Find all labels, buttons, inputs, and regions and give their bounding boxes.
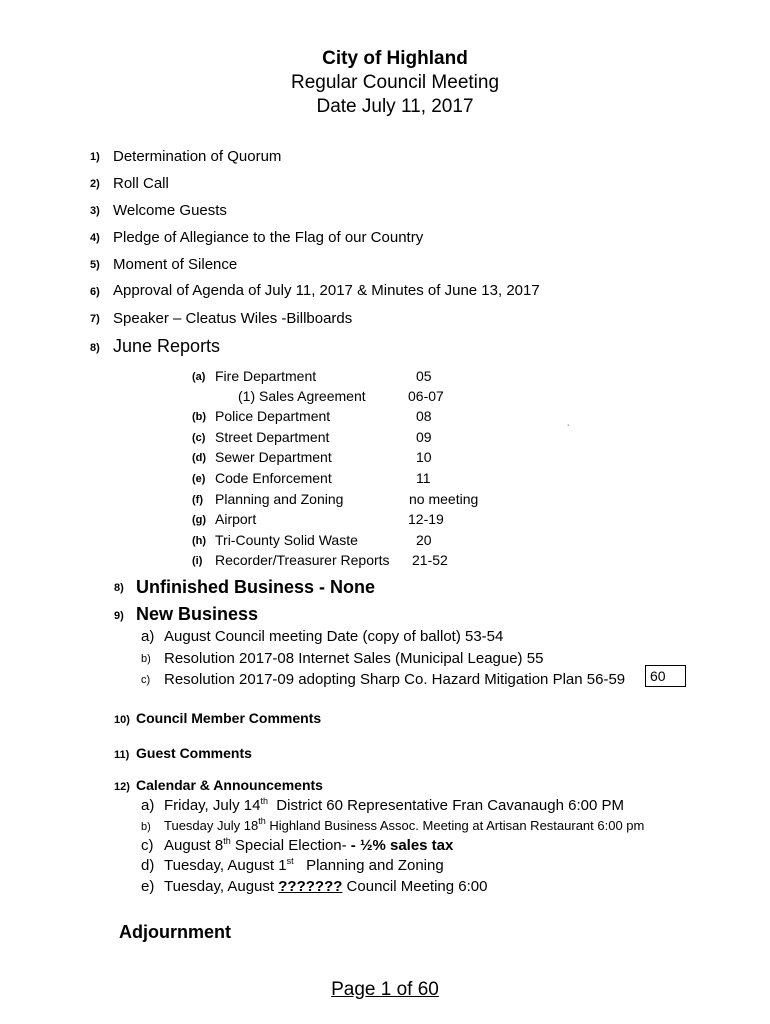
- agenda-number: 5): [90, 259, 100, 271]
- new-business-heading: New Business: [136, 604, 259, 624]
- report-letter: (d): [192, 452, 207, 464]
- agenda-number: 1): [90, 151, 100, 163]
- meeting-date: Date July 11, 2017: [316, 96, 474, 117]
- report-name: Police Department: [215, 408, 331, 424]
- report-name: Tri-County Solid Waste: [215, 532, 358, 548]
- report-pages: 10: [416, 449, 432, 465]
- report-pages: 05: [416, 368, 432, 384]
- agenda-item: Pledge of Allegiance to the Flag of our Country: [113, 229, 424, 246]
- report-letter: (c): [192, 432, 206, 444]
- report-name: Code Enforcement: [215, 470, 332, 486]
- page-number: Page 1 of 60: [331, 979, 439, 1000]
- agenda-number: 6): [90, 286, 100, 298]
- report-name: Sewer Department: [215, 449, 332, 465]
- document-title: City of Highland: [322, 48, 468, 69]
- calendar-item: August 8th Special Election- - ½% sales tax: [164, 836, 454, 854]
- report-letter: (i): [192, 555, 203, 567]
- agenda-number: 3): [90, 205, 100, 217]
- report-letter: (a): [192, 371, 206, 383]
- new-business-letter: a): [141, 628, 155, 645]
- calendar-letter: a): [141, 797, 155, 814]
- section-number: 11): [114, 749, 130, 761]
- agenda-number: 2): [90, 178, 100, 190]
- calendar-letter: c): [141, 837, 154, 854]
- section-number: 8): [114, 582, 124, 594]
- section-number: 10): [114, 714, 130, 726]
- agenda-number: 8): [90, 342, 100, 354]
- new-business-item: Resolution 2017-09 adopting Sharp Co. Hazard Mitigation Plan 56-59: [164, 671, 626, 688]
- agenda-item: Moment of Silence: [113, 256, 238, 273]
- new-business-item: Resolution 2017-08 Internet Sales (Municipal League) 55: [164, 650, 544, 667]
- new-business-letter: c): [141, 674, 151, 686]
- report-name: (1) Sales Agreement: [238, 388, 366, 404]
- new-business-item: August Council meeting Date (copy of ballot) 53-54: [164, 628, 504, 645]
- adjournment-heading: Adjournment: [119, 922, 231, 942]
- new-business-letter: b): [141, 653, 151, 665]
- calendar-letter: d): [141, 857, 155, 874]
- agenda-item: Approval of Agenda of July 11, 2017 & Minutes of June 13, 2017: [113, 282, 540, 299]
- calendar-letter: b): [141, 821, 151, 833]
- calendar-item: Tuesday July 18th Highland Business Assoc. Meeting at Artisan Restaurant 6:00 pm: [164, 816, 645, 833]
- report-name: Airport: [215, 511, 257, 527]
- council-comments-heading: Council Member Comments: [136, 710, 322, 726]
- report-name: Recorder/Treasurer Reports: [215, 552, 390, 568]
- report-pages: 08: [416, 408, 432, 424]
- report-letter: (f): [192, 494, 203, 506]
- report-pages: 21-52: [412, 552, 448, 568]
- agenda-item: Welcome Guests: [113, 202, 227, 219]
- report-pages: 12-19: [408, 511, 444, 527]
- report-name: Planning and Zoning: [215, 491, 344, 507]
- agenda-item: Speaker – Cleatus Wiles -Billboards: [113, 310, 353, 327]
- report-letter: (b): [192, 411, 207, 423]
- page-count-box: 60: [645, 665, 686, 687]
- report-pages: 11: [416, 470, 431, 486]
- section-number: 12): [114, 781, 130, 793]
- unfinished-business-heading: Unfinished Business - None: [136, 577, 376, 597]
- section-number: 9): [114, 610, 124, 622]
- document-subtitle: Regular Council Meeting: [290, 72, 500, 93]
- report-letter: (e): [192, 473, 206, 485]
- report-pages: 06-07: [408, 388, 444, 404]
- report-name: Street Department: [215, 429, 330, 445]
- agenda-number: 4): [90, 232, 100, 244]
- calendar-item: Tuesday, August ??????? Council Meeting 6:00: [164, 878, 488, 895]
- report-letter: (h): [192, 535, 207, 547]
- calendar-item: Friday, July 14th District 60 Representative Fran Cavanaugh 6:00 PM: [164, 796, 624, 814]
- agenda-item: Roll Call: [113, 175, 169, 192]
- report-pages: no meeting: [409, 491, 479, 507]
- calendar-item: Tuesday, August 1st Planning and Zoning: [164, 856, 444, 874]
- stray-mark: ˙: [567, 424, 571, 435]
- calendar-heading: Calendar & Announcements: [136, 777, 323, 793]
- agenda-number: 7): [90, 313, 100, 325]
- report-pages: 20: [416, 532, 432, 548]
- guest-comments-heading: Guest Comments: [136, 745, 252, 761]
- calendar-letter: e): [141, 878, 155, 895]
- report-letter: (g): [192, 514, 207, 526]
- report-name: Fire Department: [215, 368, 317, 384]
- report-pages: 09: [416, 429, 432, 445]
- agenda-item: Determination of Quorum: [113, 148, 282, 165]
- agenda-item-june-reports: June Reports: [113, 336, 221, 356]
